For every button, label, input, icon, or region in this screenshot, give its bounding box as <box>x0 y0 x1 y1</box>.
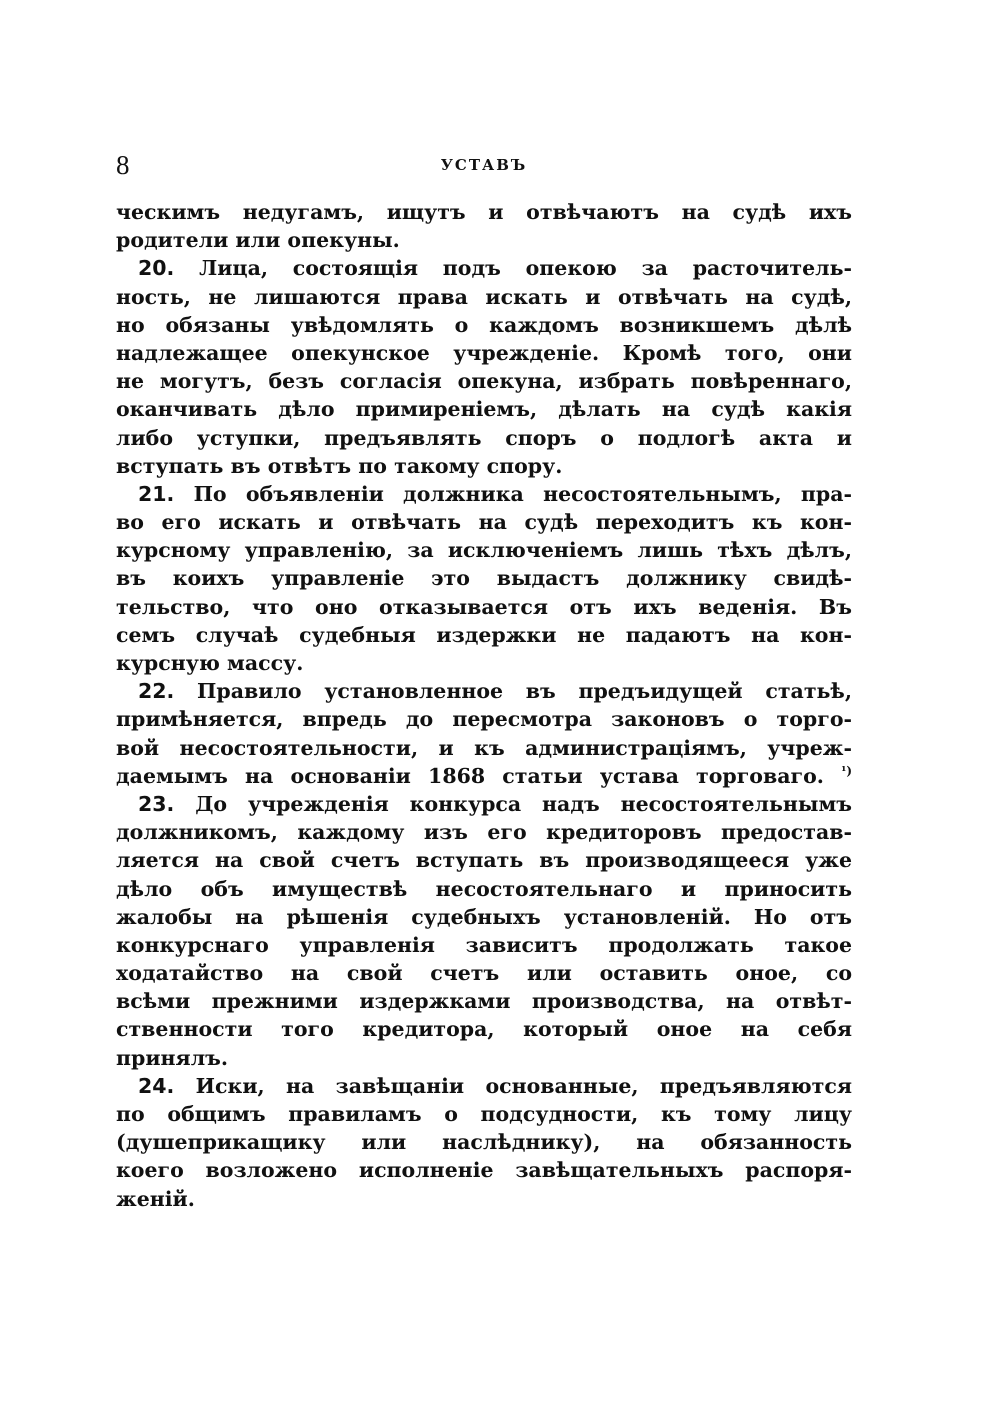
text-line: во его искать и отвѣчать на судѣ переходитъ къ кон- <box>116 510 852 535</box>
text-line: курсному управленію, за исключеніемъ лишь тѣхъ дѣлъ, <box>116 538 852 563</box>
text-line: по общимъ правиламъ о подсудности, къ тому лицу <box>116 1102 852 1126</box>
article-24-first-line <box>116 1072 852 1100</box>
article-20-first-line <box>116 254 852 282</box>
article-number-23: 23. <box>138 791 175 816</box>
text-line: ственности того кредитора, который оное на себя <box>116 1017 852 1042</box>
text-line: ность, не лишаются права искать и отвѣчать на судѣ, <box>116 284 852 309</box>
page-number: 8 <box>116 150 130 180</box>
text-line: Иски, на завѣщаніи основанные, предъявляются <box>195 1073 852 1098</box>
text-line: вой несостоятельности, и къ администраціямъ, учреж- <box>116 735 852 760</box>
text-line: По объявленіи должника несостоятельнымъ, пра- <box>193 481 852 506</box>
text-line: До учрежденія конкурса надъ несостоятельнымъ <box>195 791 852 816</box>
text-line: надлежащее опекунское учрежденіе. Кромѣ того, они <box>116 340 852 365</box>
text-line: жалобы на рѣшенія судебныхъ установленій. Но отъ <box>116 904 852 929</box>
text-line: женій. <box>116 1186 195 1211</box>
document-body <box>116 198 852 1213</box>
text-line: ходатайство на свой счетъ или оставить оное, со <box>116 961 852 986</box>
text-line: Лица, состоящія подъ опекою за расточитель- <box>199 256 852 281</box>
text-line: даемымъ на основаніи 1868 статьи устава торговаго. <box>116 763 824 788</box>
text-line: Правило установленное въ предъидущей статьѣ, <box>197 679 852 704</box>
page-header <box>116 148 852 182</box>
text-line: не могутъ, безъ согласія опекуна, избрать повѣреннаго, <box>116 369 852 394</box>
text-line: примѣняется, впредь до пересмотра законовъ о торго- <box>116 707 852 732</box>
text-line: курсную массу. <box>116 651 304 675</box>
article-number-22: 22. <box>138 679 175 704</box>
text-line: ляется на свой счетъ вступать въ производящееся уже <box>116 848 852 873</box>
text-line: вступать въ отвѣтъ по такому спору. <box>116 453 563 478</box>
text-line: конкурснаго управленія зависитъ продолжать такое <box>116 932 852 957</box>
article-number-24: 24. <box>138 1073 175 1098</box>
text-line: семъ случаѣ судебныя издержки не падаютъ на кон- <box>116 622 852 647</box>
text-line-with-footnote <box>116 762 852 790</box>
text-line: всѣми прежними издержками производства, на отвѣт- <box>116 989 852 1014</box>
text-line: принялъ. <box>116 1045 229 1070</box>
article-21-first-line <box>116 480 852 508</box>
running-title: УСТАВЪ <box>440 156 528 174</box>
text-line: ческимъ недугамъ, ищутъ и отвѣчаютъ на судѣ ихъ <box>116 200 852 224</box>
text-line: (душеприкащику или наслѣднику), на обязанность <box>116 1130 852 1155</box>
text-line: либо уступки, предъявлять споръ о подлогѣ акта и <box>116 425 852 450</box>
footnote-marker[interactable]: ¹) <box>841 763 852 778</box>
text-line: тельство, что оно отказывается отъ ихъ веденія. Въ <box>116 594 852 619</box>
text-line: но обязаны увѣдомлять о каждомъ возникшемъ дѣлѣ <box>116 312 852 337</box>
text-line: въ коихъ управленіе это выдастъ должнику свидѣ- <box>116 566 852 591</box>
article-23-first-line <box>116 790 852 818</box>
article-22-first-line <box>116 677 852 705</box>
text-line: оканчивать дѣло примиреніемъ, дѣлать на судѣ какія <box>116 397 852 422</box>
article-number-20: 20. <box>138 256 175 281</box>
article-number-21: 21. <box>138 481 175 506</box>
text-line: коего возложено исполненіе завѣщательныхъ распоря- <box>116 1158 852 1183</box>
text-line: дѣло объ имуществѣ несостоятельнаго и приносить <box>116 876 852 901</box>
text-line: родители или опекуны. <box>116 228 400 253</box>
text-line: должникомъ, каждому изъ его кредиторовъ предостав- <box>116 820 852 845</box>
